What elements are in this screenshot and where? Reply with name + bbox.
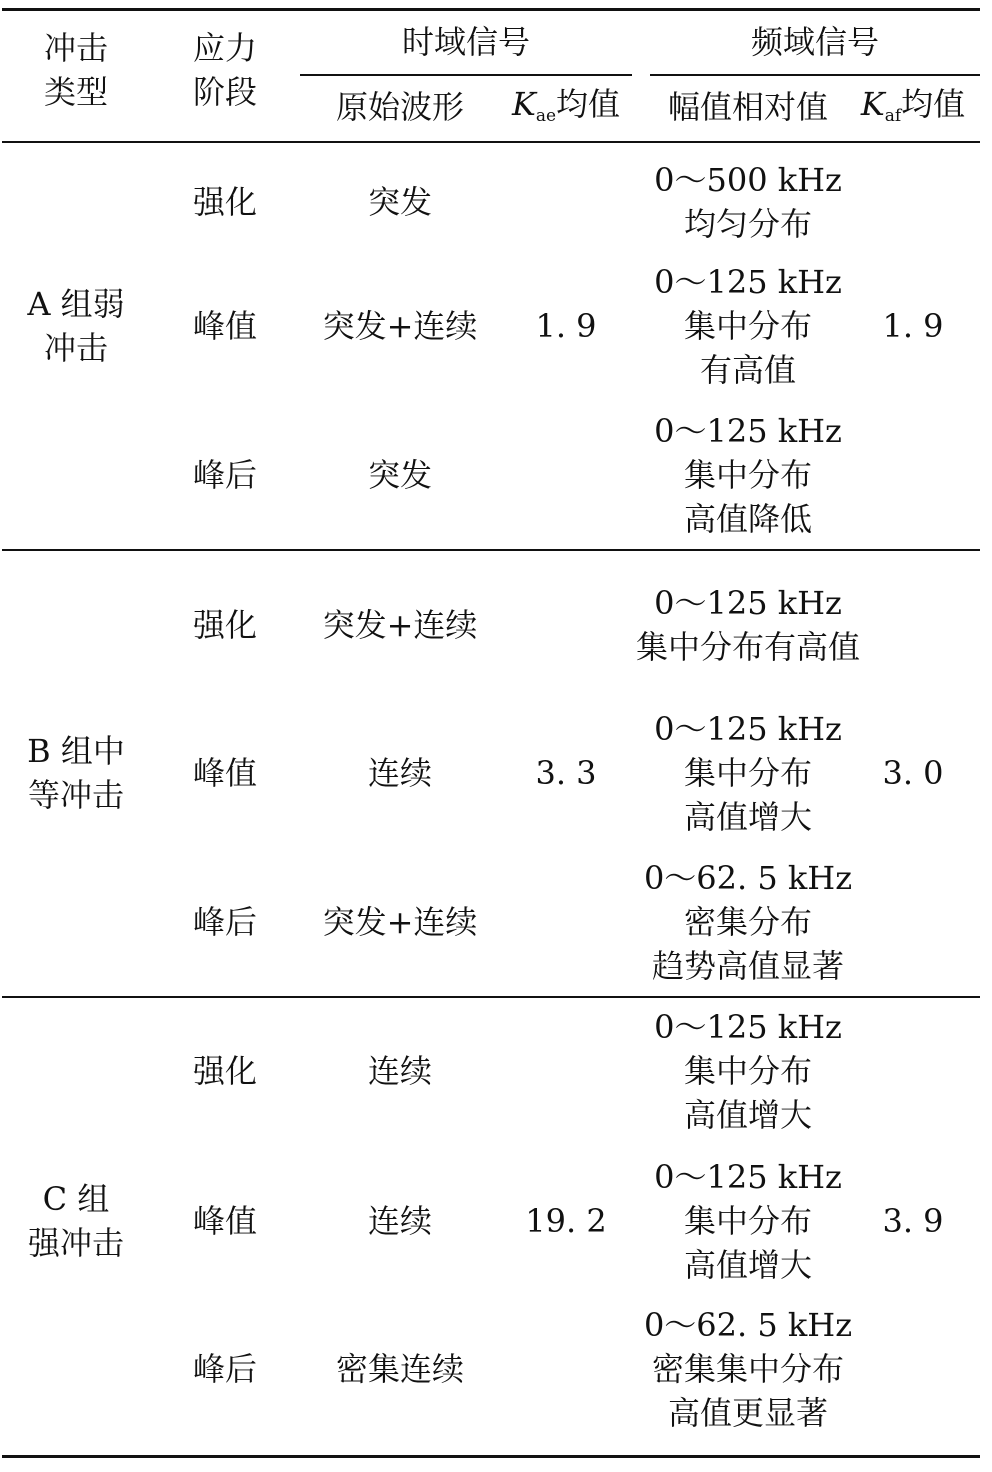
group-a-row2-waveform: 突发+连续	[322, 307, 478, 345]
group-b-row3-stage: 峰后	[192, 903, 257, 941]
group-a-row1-amplitude: 0～500 kHz 均匀分布	[654, 161, 842, 243]
header-impact-type: 冲击 类型	[43, 29, 108, 111]
group-b-row2-stage: 峰值	[192, 754, 257, 792]
group-a-row1-stage: 强化	[192, 183, 257, 221]
header-time-domain: 时域信号	[401, 23, 530, 61]
table-bottom-rule	[2, 1455, 980, 1458]
group-b-row2-amplitude: 0～125 kHz 集中分布 高值增大	[654, 710, 842, 836]
group-c-row3-amplitude: 0～62. 5 kHz 密集集中分布 高值更显著	[643, 1306, 853, 1432]
group-a-row2-amplitude: 0～125 kHz 集中分布 有高值	[654, 263, 842, 389]
group-a-kaf: 1. 9	[882, 307, 944, 345]
group-b-type: B 组中 等冲击	[27, 732, 125, 814]
header-kaf-mean: $K_{af}$均值	[860, 85, 966, 126]
table-top-rule	[2, 8, 980, 11]
group-c-row2-waveform: 连续	[367, 1202, 432, 1240]
group-a-row3-amplitude: 0～125 kHz 集中分布 高值降低	[654, 412, 842, 538]
group-c-type: C 组 强冲击	[27, 1180, 124, 1262]
group-b-row1-waveform: 突发+连续	[322, 606, 478, 644]
group-a-bottom-rule	[2, 549, 980, 551]
time-group-rule	[300, 74, 632, 76]
group-b-row1-amplitude: 0～125 kHz 集中分布有高值	[635, 584, 860, 666]
group-b-kae: 3. 3	[535, 754, 597, 792]
group-a-kae: 1. 9	[535, 307, 597, 345]
group-a-row1-waveform: 突发	[367, 183, 432, 221]
group-a-row3-stage: 峰后	[192, 456, 257, 494]
group-b-bottom-rule	[2, 996, 980, 998]
group-a-row2-stage: 峰值	[192, 307, 257, 345]
group-b-row1-stage: 强化	[192, 606, 257, 644]
header-waveform: 原始波形	[335, 88, 464, 126]
group-c-row1-stage: 强化	[192, 1052, 257, 1090]
group-a-type: A 组弱 冲击	[27, 285, 125, 367]
group-c-kaf: 3. 9	[882, 1202, 944, 1240]
freq-group-rule	[650, 74, 980, 76]
group-c-row2-amplitude: 0～125 kHz 集中分布 高值增大	[654, 1158, 842, 1284]
header-freq-domain: 频域信号	[750, 23, 879, 61]
group-c-row1-waveform: 连续	[367, 1052, 432, 1090]
group-b-row3-waveform: 突发+连续	[322, 903, 478, 941]
header-amplitude: 幅值相对值	[667, 88, 828, 126]
group-b-row2-waveform: 连续	[367, 754, 432, 792]
group-c-row3-waveform: 密集连续	[335, 1350, 464, 1388]
header-bottom-rule	[2, 141, 980, 143]
group-c-row3-stage: 峰后	[192, 1350, 257, 1388]
group-b-row3-amplitude: 0～62. 5 kHz 密集分布 趋势高值显著	[643, 859, 853, 985]
header-stress-stage: 应力 阶段	[192, 29, 257, 111]
group-a-row3-waveform: 突发	[367, 456, 432, 494]
group-c-row2-stage: 峰值	[192, 1202, 257, 1240]
group-c-row1-amplitude: 0～125 kHz 集中分布 高值增大	[654, 1008, 842, 1134]
header-kae-mean: $K_{ae}$均值	[511, 85, 621, 126]
group-c-kae: 19. 2	[525, 1202, 607, 1240]
group-b-kaf: 3. 0	[882, 754, 944, 792]
